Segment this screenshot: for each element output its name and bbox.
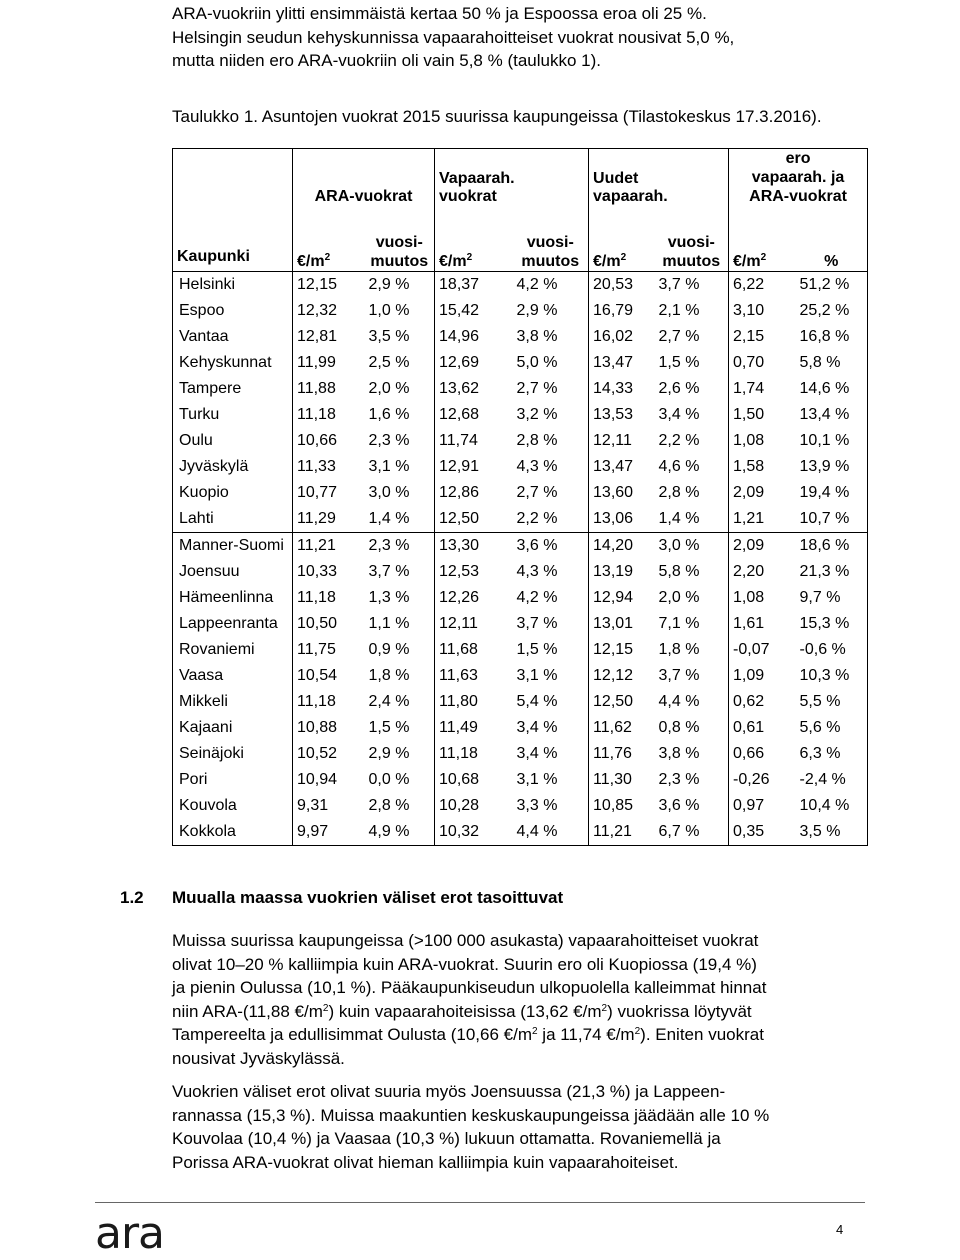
value-cell: 4,3 % <box>516 458 558 475</box>
value-cell: 2,9 % <box>368 276 410 293</box>
value-cell: 4,2 % <box>516 589 558 606</box>
table-row <box>173 611 868 637</box>
table-row <box>173 428 868 454</box>
value-cell: 18,6 % <box>799 537 850 554</box>
value-cell: 0,9 % <box>368 641 410 658</box>
value-cell: -0,26 <box>729 767 796 793</box>
value-cell: 10,52 <box>293 741 365 767</box>
header-eur-m2 <box>293 206 365 272</box>
header-ero-line: vapaarah. ja <box>751 169 845 186</box>
value-cell: 10,85 <box>589 793 655 819</box>
value-cell: 14,6 % <box>799 380 850 397</box>
value-cell: 2,5 % <box>368 354 410 371</box>
value-cell: 12,86 <box>435 480 513 506</box>
city-cell: Helsinki <box>179 276 236 293</box>
value-cell: 11,18 <box>435 741 513 767</box>
value-cell: 13,53 <box>589 402 655 428</box>
table-row <box>173 272 868 299</box>
value-cell: 10,4 % <box>799 797 850 814</box>
value-cell: 2,09 <box>729 533 796 560</box>
value-cell: 2,15 <box>729 324 796 350</box>
value-cell: 4,4 % <box>658 693 700 710</box>
paragraph-line: rannassa (15,3 %). Muissa maakuntien keskuskaupungeissa jäädään alle 10 % <box>172 1105 770 1125</box>
value-cell: 1,5 % <box>368 719 410 736</box>
value-cell: 12,53 <box>435 559 513 585</box>
value-cell: 11,18 <box>293 585 365 611</box>
value-cell: 10,7 % <box>796 506 868 533</box>
value-cell: 3,2 % <box>516 406 558 423</box>
sub-header-row <box>173 206 868 272</box>
header-vapaarah-line: vuokrat <box>439 188 497 205</box>
unit-sup: 2 <box>620 252 627 263</box>
value-cell: 10,50 <box>293 611 365 637</box>
superscript: 2 <box>601 1002 608 1014</box>
table-row <box>173 715 868 741</box>
table-row <box>173 585 868 611</box>
unit-text: €/m <box>439 253 467 270</box>
header-uudet-vapaarah <box>589 149 729 207</box>
value-cell: 13,19 <box>589 559 655 585</box>
value-cell: 25,2 % <box>799 302 850 319</box>
rent-table <box>172 148 868 846</box>
value-cell: 1,5 % <box>516 641 558 658</box>
value-cell: 1,6 % <box>368 406 410 423</box>
value-cell: 12,11 <box>589 428 655 454</box>
value-cell: 0,8 % <box>658 719 700 736</box>
value-cell: 1,4 % <box>655 506 729 533</box>
header-ara-vuokrat: ARA-vuokrat <box>293 149 435 207</box>
value-cell: 3,4 % <box>658 406 700 423</box>
value-cell: 3,4 % <box>516 745 558 762</box>
unit-text: €/m <box>297 253 325 270</box>
value-cell: 2,6 % <box>658 380 700 397</box>
header-vuosimuutos <box>365 206 435 272</box>
table-row <box>173 533 868 560</box>
value-cell: -0,6 % <box>799 641 846 658</box>
value-cell: 5,6 % <box>799 719 841 736</box>
value-cell: 13,30 <box>435 533 513 560</box>
table-row <box>173 767 868 793</box>
value-cell: 9,7 % <box>799 589 841 606</box>
value-cell: 2,3 % <box>658 771 700 788</box>
city-cell: Joensuu <box>179 563 240 580</box>
value-cell: 4,2 % <box>516 276 558 293</box>
paragraph-line: Porissa ARA-vuokrat olivat hieman kalliimpia kuin vapaarahoiteiset. <box>172 1152 679 1172</box>
value-cell: 2,9 % <box>368 745 410 762</box>
value-cell: 10,54 <box>293 663 365 689</box>
header-ero-line: ARA-vuokrat <box>749 188 847 205</box>
table-row <box>173 454 868 480</box>
value-cell: 12,81 <box>293 324 365 350</box>
value-cell: 12,12 <box>589 663 655 689</box>
value-cell: 3,3 % <box>516 797 558 814</box>
value-cell: 16,8 % <box>799 328 850 345</box>
table-row <box>173 298 868 324</box>
value-cell: 12,15 <box>293 272 365 299</box>
header-vapaarah-line: Vapaarah. <box>439 170 515 187</box>
value-cell: 12,69 <box>435 350 513 376</box>
ara-logo: ara <box>95 1208 165 1259</box>
value-cell: 4,3 % <box>516 563 558 580</box>
value-cell: 13,01 <box>589 611 655 637</box>
value-cell: 12,50 <box>435 506 513 533</box>
header-uudet-line: Uudet <box>593 170 639 187</box>
line-segment: ). Eniten vuokrat <box>640 1025 764 1044</box>
value-cell: 2,8 % <box>516 432 558 449</box>
footer-divider <box>95 1202 865 1203</box>
line-segment: Tampereelta ja edullisimmat Oulusta (10,66 €/m <box>172 1025 532 1044</box>
table-row <box>173 741 868 767</box>
value-cell: 2,9 % <box>516 302 558 319</box>
city-cell: Tampere <box>179 380 242 397</box>
value-cell: 12,68 <box>435 402 513 428</box>
line-segment: niin ARA-(11,88 €/m <box>172 1001 323 1021</box>
value-cell: 12,91 <box>435 454 513 480</box>
value-cell: 11,18 <box>293 402 365 428</box>
value-cell: 15,42 <box>435 298 513 324</box>
paragraph-line: nousivat Jyväskylässä. <box>172 1048 345 1068</box>
table-row <box>173 506 868 533</box>
value-cell: 0,61 <box>729 715 796 741</box>
value-cell: 9,31 <box>293 793 365 819</box>
header-eur-m2 <box>435 206 513 272</box>
value-cell: 3,8 % <box>516 328 558 345</box>
value-cell: 1,08 <box>729 428 796 454</box>
value-cell: 3,7 % <box>658 276 700 293</box>
header-uudet-line: vapaarah. <box>593 188 668 205</box>
header-ero <box>729 149 868 207</box>
city-cell: Vantaa <box>179 328 229 345</box>
value-cell: 10,3 % <box>799 667 850 684</box>
value-cell: 11,99 <box>293 350 365 376</box>
value-cell: 11,49 <box>435 715 513 741</box>
vuosi-line: muutos <box>662 253 721 270</box>
header-percent: % <box>796 206 868 272</box>
value-cell: 10,94 <box>293 767 365 793</box>
paragraph-line: olivat 10–20 % kalliimpia kuin ARA-vuokrat. Suurin ero oli Kuopiossa (19,4 %) <box>172 954 757 974</box>
value-cell: 1,21 <box>729 506 796 533</box>
vuosi-line: vuosi- <box>667 234 715 251</box>
intro-line: Helsingin seudun kehyskunnissa vapaarahoitteiset vuokrat nousivat 5,0 %, <box>172 27 735 47</box>
table-body <box>173 272 868 846</box>
line-segment: ) kuin vapaarahoiteisissa (13,62 €/m <box>328 1001 602 1021</box>
value-cell: 5,0 % <box>516 354 558 371</box>
value-cell: 10,28 <box>435 793 513 819</box>
value-cell: 3,6 % <box>516 537 558 554</box>
value-cell: 3,5 % <box>368 328 410 345</box>
value-cell: 3,4 % <box>516 719 558 736</box>
city-cell: Turku <box>179 406 220 423</box>
value-cell: 2,2 % <box>658 432 700 449</box>
city-cell: Lappeenranta <box>179 615 278 632</box>
value-cell: 2,20 <box>729 559 796 585</box>
value-cell: 13,47 <box>589 454 655 480</box>
city-cell: Kajaani <box>179 719 233 736</box>
value-cell: 0,70 <box>729 350 796 376</box>
vuosi-line: muutos <box>521 253 580 270</box>
value-cell: 10,32 <box>435 819 513 846</box>
value-cell: 11,80 <box>435 689 513 715</box>
value-cell: 13,06 <box>589 506 655 533</box>
value-cell: 1,1 % <box>368 615 410 632</box>
value-cell: 3,8 % <box>658 745 700 762</box>
intro-line: mutta niiden ero ARA-vuokriin oli vain 5,8 % (taulukko 1). <box>172 51 601 70</box>
value-cell: 1,5 % <box>658 354 700 371</box>
table-row <box>173 376 868 402</box>
value-cell: 12,94 <box>589 585 655 611</box>
value-cell: 11,33 <box>293 454 365 480</box>
value-cell: 12,32 <box>293 298 365 324</box>
value-cell: 7,1 % <box>658 615 700 632</box>
value-cell: 5,8 % <box>799 354 841 371</box>
value-cell: 13,60 <box>589 480 655 506</box>
value-cell: 16,02 <box>589 324 655 350</box>
value-cell: 3,10 <box>729 298 796 324</box>
value-cell: 5,4 % <box>516 693 558 710</box>
table-row <box>173 480 868 506</box>
table-caption: Taulukko 1. Asuntojen vuokrat 2015 suurissa kaupungeissa (Tilastokeskus 17.3.2016). <box>172 107 822 126</box>
value-cell: 6,3 % <box>799 745 841 762</box>
value-cell: 2,0 % <box>368 380 410 397</box>
value-cell: 21,3 % <box>799 563 850 580</box>
table-row <box>173 793 868 819</box>
city-cell: Kehyskunnat <box>179 354 272 371</box>
value-cell: 2,1 % <box>658 302 700 319</box>
value-cell: 1,58 <box>729 454 796 480</box>
paragraph-line: ja pienin Oulussa (10,1 %). Pääkaupunkiseudun ulkopuolella kalleimmat hinnat <box>172 978 767 997</box>
value-cell: 10,66 <box>293 428 365 454</box>
value-cell: 0,0 % <box>368 771 410 788</box>
intro-paragraph <box>172 2 872 73</box>
value-cell: 4,4 % <box>516 823 558 840</box>
section-number: 1.2 <box>120 888 144 907</box>
paragraph-line: Kouvolaa (10,4 %) ja Vaasaa (10,3 %) lukuun ottamatta. Rovaniemellä ja <box>172 1129 721 1148</box>
value-cell: 1,8 % <box>368 667 410 684</box>
value-cell: 11,21 <box>293 533 365 560</box>
city-cell: Mikkeli <box>179 693 228 710</box>
body-paragraph-2 <box>172 1080 872 1174</box>
city-cell: Manner-Suomi <box>179 537 284 554</box>
header-kaupunki: Kaupunki <box>173 206 293 272</box>
value-cell: 2,4 % <box>368 693 410 710</box>
value-cell: 11,88 <box>293 376 365 402</box>
value-cell: 0,35 <box>729 819 796 846</box>
value-cell: 10,1 % <box>799 432 850 449</box>
superscript: 2 <box>634 1026 641 1037</box>
city-cell: Rovaniemi <box>179 641 255 658</box>
value-cell: 11,68 <box>435 637 513 663</box>
header-vuosimuutos <box>513 206 589 272</box>
value-cell: 11,63 <box>435 663 513 689</box>
value-cell: 2,09 <box>729 480 796 506</box>
value-cell: 14,33 <box>589 376 655 402</box>
line-segment: ja 11,74 €/m <box>537 1025 635 1044</box>
value-cell: 12,26 <box>435 585 513 611</box>
value-cell: 11,62 <box>589 715 655 741</box>
value-cell: 18,37 <box>435 272 513 299</box>
table-row <box>173 402 868 428</box>
unit-text: €/m <box>593 253 621 270</box>
unit-text: €/m <box>733 253 761 270</box>
value-cell: 5,8 % <box>658 563 700 580</box>
value-cell: -2,4 % <box>799 771 846 788</box>
value-cell: 6,22 <box>729 272 796 299</box>
value-cell: 12,15 <box>589 637 655 663</box>
value-cell: 11,74 <box>435 428 513 454</box>
value-cell: 13,47 <box>589 350 655 376</box>
value-cell: 0,62 <box>729 689 796 715</box>
superscript: 2 <box>322 1002 329 1014</box>
group-header-row <box>173 149 868 207</box>
table-row <box>173 637 868 663</box>
value-cell: 11,76 <box>589 741 655 767</box>
value-cell: 13,9 % <box>799 458 850 475</box>
city-cell: Lahti <box>173 506 293 533</box>
value-cell: 3,1 % <box>368 458 410 475</box>
value-cell: 2,8 % <box>658 484 700 501</box>
city-cell: Hämeenlinna <box>179 589 274 606</box>
value-cell: 13,62 <box>435 376 513 402</box>
table-row <box>173 689 868 715</box>
paragraph-line <box>172 1000 872 1024</box>
header-vapaarah <box>435 149 589 207</box>
value-cell: 10,88 <box>293 715 365 741</box>
page-number: 4 <box>836 1222 844 1237</box>
value-cell: 3,6 % <box>658 797 700 814</box>
value-cell: 3,1 % <box>516 771 558 788</box>
city-cell: Oulu <box>179 432 213 449</box>
value-cell: 10,68 <box>435 767 513 793</box>
value-cell: 14,20 <box>589 533 655 560</box>
city-cell: Seinäjoki <box>179 745 244 762</box>
value-cell: 3,7 % <box>516 615 558 632</box>
value-cell: 3,0 % <box>658 537 700 554</box>
value-cell: 11,75 <box>293 637 365 663</box>
city-cell: Kuopio <box>179 484 229 501</box>
table-row <box>173 663 868 689</box>
value-cell: 1,09 <box>729 663 796 689</box>
value-cell: 2,2 % <box>513 506 589 533</box>
value-cell: 16,79 <box>589 298 655 324</box>
value-cell: 1,74 <box>729 376 796 402</box>
value-cell: 2,7 % <box>516 380 558 397</box>
value-cell: 12,11 <box>435 611 513 637</box>
value-cell: 10,33 <box>293 559 365 585</box>
value-cell: 2,8 % <box>368 797 410 814</box>
value-cell: 2,3 % <box>368 537 410 554</box>
table-row <box>173 819 868 846</box>
value-cell: 6,7 % <box>658 823 700 840</box>
value-cell: 19,4 % <box>799 484 850 501</box>
header-eur-m2 <box>729 206 796 272</box>
value-cell: 11,21 <box>589 819 655 846</box>
table-row <box>173 559 868 585</box>
value-cell: 1,0 % <box>368 302 410 319</box>
value-cell: -0,07 <box>729 637 796 663</box>
value-cell: 13,4 % <box>799 406 850 423</box>
city-cell: Pori <box>179 771 208 788</box>
value-cell: 1,4 % <box>365 506 435 533</box>
value-cell: 15,3 % <box>799 615 850 632</box>
value-cell: 4,9 % <box>368 823 410 840</box>
value-cell: 14,96 <box>435 324 513 350</box>
value-cell: 3,0 % <box>368 484 410 501</box>
paragraph-line: Muissa suurissa kaupungeissa (>100 000 asukasta) vapaarahoitteiset vuokrat <box>172 931 759 950</box>
line-segment: ) vuokrissa löytyvät <box>607 1001 752 1021</box>
value-cell: 11,18 <box>293 689 365 715</box>
value-cell: 9,97 <box>293 819 365 846</box>
value-cell: 3,1 % <box>516 667 558 684</box>
value-cell: 2,7 % <box>658 328 700 345</box>
value-cell: 2,0 % <box>658 589 700 606</box>
city-cell: Kokkola <box>179 823 236 840</box>
value-cell: 1,3 % <box>368 589 410 606</box>
city-cell: Vaasa <box>179 667 224 684</box>
value-cell: 20,53 <box>589 272 655 299</box>
value-cell: 2,3 % <box>368 432 410 449</box>
value-cell: 3,7 % <box>368 563 410 580</box>
value-cell: 0,97 <box>729 793 796 819</box>
table-row <box>173 324 868 350</box>
value-cell: 3,7 % <box>658 667 700 684</box>
value-cell: 3,5 % <box>799 823 841 840</box>
value-cell: 1,8 % <box>658 641 700 658</box>
header-ero-line: ero <box>785 150 811 167</box>
vuosi-line: muutos <box>370 253 429 270</box>
value-cell: 1,08 <box>729 585 796 611</box>
value-cell: 12,50 <box>589 689 655 715</box>
unit-sup: 2 <box>466 252 473 263</box>
value-cell: 4,6 % <box>658 458 700 475</box>
header-blank <box>173 149 293 207</box>
superscript: 2 <box>532 1026 538 1037</box>
body-paragraph-1 <box>172 929 872 1070</box>
value-cell: 51,2 % <box>799 276 850 293</box>
city-cell: Jyväskylä <box>179 458 249 475</box>
value-cell: 1,50 <box>729 402 796 428</box>
city-cell: Kouvola <box>179 797 237 814</box>
value-cell: 1,61 <box>729 611 796 637</box>
header-vuosimuutos <box>655 206 729 272</box>
paragraph-line: Vuokrien väliset erot olivat suuria myös Joensuussa (21,3 %) ja Lappeen- <box>172 1082 726 1101</box>
intro-line: ARA-vuokriin ylitti ensimmäistä kertaa 50 % ja Espoossa eroa oli 25 %. <box>172 4 707 23</box>
table-row <box>173 350 868 376</box>
section-title: Muualla maassa vuokrien väliset erot tasoittuvat <box>172 888 564 907</box>
value-cell: 0,66 <box>729 741 796 767</box>
header-eur-m2 <box>589 206 655 272</box>
value-cell: 10,77 <box>293 480 365 506</box>
paragraph-line <box>172 1023 872 1047</box>
vuosi-line: vuosi- <box>526 234 574 251</box>
value-cell: 11,29 <box>293 506 365 533</box>
value-cell: 5,5 % <box>799 693 841 710</box>
value-cell: 11,30 <box>589 767 655 793</box>
vuosi-line: vuosi- <box>375 234 423 251</box>
city-cell: Espoo <box>179 302 225 319</box>
value-cell: 2,7 % <box>516 484 558 501</box>
unit-sup: 2 <box>760 252 767 263</box>
unit-sup: 2 <box>324 252 331 263</box>
section-heading <box>120 888 563 908</box>
